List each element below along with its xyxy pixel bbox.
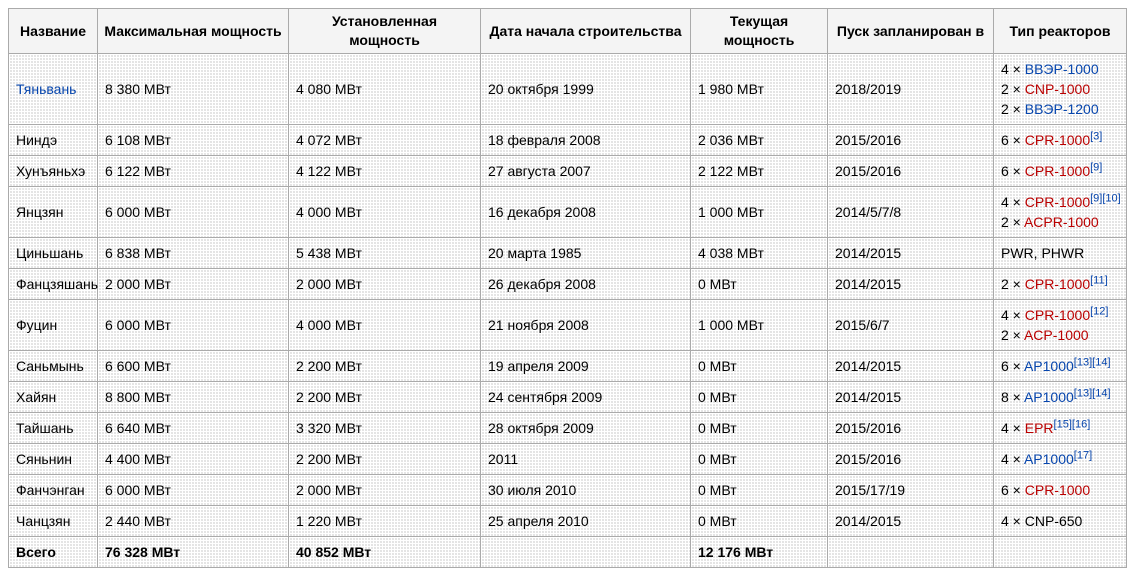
- total-installed-power-cell: 40 852 МВт: [289, 537, 481, 568]
- plant-name: Чанцзян: [16, 513, 71, 529]
- launch-planned-cell: 2015/6/7: [828, 300, 994, 351]
- construction-start-cell: 24 сентября 2009: [481, 382, 691, 413]
- plant-name-cell: [9, 300, 98, 351]
- reactor-count: 4 ×: [1001, 420, 1025, 436]
- installed-power-cell: 3 320 МВт: [289, 413, 481, 444]
- launch-planned-cell: 2014/5/7/8: [828, 187, 994, 238]
- plant-name: Тайшань: [16, 420, 74, 436]
- reactor-line: [1001, 212, 1119, 232]
- nuclear-plants-table: [8, 8, 1127, 568]
- total-row: [9, 537, 1127, 568]
- footnote-link[interactable]: [14]: [1092, 387, 1111, 400]
- max-power-cell: 6 108 МВт: [98, 125, 289, 156]
- reactor-count: 4 ×: [1001, 194, 1025, 210]
- installed-power-cell: 2 000 МВт: [289, 475, 481, 506]
- reactor-line: [1001, 243, 1119, 263]
- plant-name-cell: [9, 475, 98, 506]
- reactor-types-cell: [994, 187, 1127, 238]
- table-row: [9, 413, 1127, 444]
- reactor-line: [1001, 356, 1119, 376]
- construction-start-cell: 20 марта 1985: [481, 238, 691, 269]
- max-power-cell: 6 838 МВт: [98, 238, 289, 269]
- reactor-line: [1001, 305, 1119, 325]
- table-row: [9, 125, 1127, 156]
- installed-power-cell: 2 200 МВт: [289, 351, 481, 382]
- max-power-cell: 6 600 МВт: [98, 351, 289, 382]
- current-power-cell: 2 036 МВт: [691, 125, 828, 156]
- plant-name: Циньшань: [16, 245, 84, 261]
- footnote-ref: [1072, 418, 1090, 430]
- reactor-type-link[interactable]: ВВЭР-1200: [1024, 101, 1099, 117]
- plant-name-cell: [9, 125, 98, 156]
- plant-name-cell: [9, 238, 98, 269]
- column-header: Тип реакторов: [994, 9, 1127, 54]
- reactor-types-cell: [994, 238, 1127, 269]
- table-row: [9, 300, 1127, 351]
- reactor-type-link[interactable]: ACPR-1000: [1023, 214, 1099, 230]
- construction-start-cell: 21 ноября 2008: [481, 300, 691, 351]
- construction-start-cell: 18 февраля 2008: [481, 125, 691, 156]
- table-row: [9, 187, 1127, 238]
- reactor-count: 6 ×: [1001, 163, 1025, 179]
- current-power-cell: 0 МВт: [691, 382, 828, 413]
- column-header: Установленная мощность: [289, 9, 481, 54]
- max-power-cell: 6 122 МВт: [98, 156, 289, 187]
- construction-start-cell: 27 августа 2007: [481, 156, 691, 187]
- reactor-line: [1001, 59, 1119, 79]
- reactor-type-link[interactable]: CNP-1000: [1024, 81, 1091, 97]
- reactor-count: 2 ×: [1001, 276, 1025, 292]
- reactor-count: 2 ×: [1001, 101, 1025, 117]
- plant-name-cell: [9, 444, 98, 475]
- installed-power-cell: 4 072 МВт: [289, 125, 481, 156]
- reactor-count: 6 ×: [1001, 482, 1025, 498]
- total-empty-date-cell: [481, 537, 691, 568]
- reactor-type-link[interactable]: CPR-1000: [1024, 276, 1091, 292]
- footnote-link[interactable]: [11]: [1090, 274, 1108, 287]
- footnote-ref: [1090, 192, 1102, 204]
- plant-name-cell: [9, 413, 98, 444]
- footnote-ref: [1090, 274, 1108, 286]
- reactor-count: 4 ×: [1001, 513, 1025, 529]
- footnote-ref: [1090, 130, 1102, 142]
- reactor-count: 2 ×: [1001, 81, 1025, 97]
- footnote-ref: [1074, 356, 1092, 368]
- max-power-cell: 8 800 МВт: [98, 382, 289, 413]
- launch-planned-cell: 2015/2016: [828, 125, 994, 156]
- max-power-cell: 2 440 МВт: [98, 506, 289, 537]
- plant-name-cell: [9, 506, 98, 537]
- reactor-line: [1001, 449, 1119, 469]
- launch-planned-cell: 2014/2015: [828, 506, 994, 537]
- launch-planned-cell: 2015/2016: [828, 413, 994, 444]
- reactor-line: [1001, 192, 1119, 212]
- reactor-line: [1001, 99, 1119, 119]
- reactor-type-link[interactable]: EPR: [1024, 420, 1054, 436]
- current-power-cell: 0 МВт: [691, 413, 828, 444]
- footnote-ref: [1074, 387, 1092, 399]
- reactor-line: [1001, 480, 1119, 500]
- installed-power-cell: 1 220 МВт: [289, 506, 481, 537]
- footnote-ref: [1090, 161, 1102, 173]
- launch-planned-cell: 2014/2015: [828, 238, 994, 269]
- column-header: Дата начала строительства: [481, 9, 691, 54]
- construction-start-cell: 25 апреля 2010: [481, 506, 691, 537]
- table-row: [9, 506, 1127, 537]
- installed-power-cell: 4 122 МВт: [289, 156, 481, 187]
- reactor-types-cell: [994, 382, 1127, 413]
- installed-power-cell: 5 438 МВт: [289, 238, 481, 269]
- footnote-ref: [1090, 305, 1108, 317]
- installed-power-cell: 2 000 МВт: [289, 269, 481, 300]
- current-power-cell: 0 МВт: [691, 506, 828, 537]
- max-power-cell: 4 400 МВт: [98, 444, 289, 475]
- reactor-type-link[interactable]: CPR-1000: [1024, 132, 1091, 148]
- reactor-type-link[interactable]: ВВЭР-1000: [1024, 61, 1099, 77]
- current-power-cell: 0 МВт: [691, 444, 828, 475]
- reactor-types-cell: [994, 156, 1127, 187]
- reactor-types-cell: [994, 54, 1127, 125]
- reactor-type-text: PWR, PHWR: [1001, 245, 1085, 261]
- construction-start-cell: 2011: [481, 444, 691, 475]
- reactor-count: 4 ×: [1001, 61, 1025, 77]
- footnote-link[interactable]: [3]: [1090, 130, 1103, 143]
- launch-planned-cell: 2014/2015: [828, 269, 994, 300]
- reactor-types-cell: [994, 444, 1127, 475]
- total-empty-launch-cell: [828, 537, 994, 568]
- total-empty-reactors-cell: [994, 537, 1127, 568]
- construction-start-cell: 19 апреля 2009: [481, 351, 691, 382]
- table-row: [9, 351, 1127, 382]
- current-power-cell: 0 МВт: [691, 475, 828, 506]
- reactor-types-cell: [994, 125, 1127, 156]
- plant-name-cell: [9, 351, 98, 382]
- total-current-power-cell: 12 176 МВт: [691, 537, 828, 568]
- total-max-power-cell: 76 328 МВт: [98, 537, 289, 568]
- construction-start-cell: 28 октября 2009: [481, 413, 691, 444]
- plant-name-cell: [9, 187, 98, 238]
- reactor-types-cell: [994, 300, 1127, 351]
- launch-planned-cell: 2015/2016: [828, 444, 994, 475]
- plant-name: Янцзян: [16, 204, 64, 220]
- launch-planned-cell: 2014/2015: [828, 382, 994, 413]
- reactor-type-link[interactable]: AP1000: [1023, 389, 1074, 405]
- table-row: [9, 444, 1127, 475]
- reactor-type-link[interactable]: CPR-1000: [1024, 163, 1091, 179]
- footnote-ref: [1092, 387, 1110, 399]
- table-row: [9, 238, 1127, 269]
- reactor-type-link[interactable]: AP1000: [1023, 358, 1074, 374]
- column-header: Максимальная мощность: [98, 9, 289, 54]
- plant-name-cell: [9, 382, 98, 413]
- reactor-count: 6 ×: [1001, 132, 1025, 148]
- reactor-count: 4 ×: [1001, 451, 1024, 467]
- footnote-link[interactable]: [9]: [1090, 161, 1103, 174]
- plant-link[interactable]: Тяньвань: [16, 81, 77, 97]
- reactor-line: [1001, 79, 1119, 99]
- max-power-cell: 6 000 МВт: [98, 187, 289, 238]
- footnote-link[interactable]: [16]: [1071, 418, 1091, 431]
- footnote-link[interactable]: [17]: [1073, 449, 1093, 462]
- max-power-cell: 2 000 МВт: [98, 269, 289, 300]
- footnote-link[interactable]: [9]: [1090, 192, 1103, 205]
- installed-power-cell: 4 080 МВт: [289, 54, 481, 125]
- reactor-type-link[interactable]: ACP-1000: [1023, 327, 1089, 343]
- reactor-type-link[interactable]: AP1000: [1023, 451, 1074, 467]
- total-label-cell: Всего: [9, 537, 98, 568]
- launch-planned-cell: 2015/17/19: [828, 475, 994, 506]
- footnote-link[interactable]: [13]: [1073, 356, 1093, 369]
- reactor-types-cell: [994, 351, 1127, 382]
- installed-power-cell: 4 000 МВт: [289, 187, 481, 238]
- plant-name: Хайян: [16, 389, 57, 405]
- footnote-link[interactable]: [13]: [1073, 387, 1093, 400]
- installed-power-cell: 2 200 МВт: [289, 382, 481, 413]
- footnote-ref: [1092, 356, 1110, 368]
- plant-name-cell: [9, 269, 98, 300]
- reactor-count: 2 ×: [1001, 214, 1024, 230]
- reactor-type-link[interactable]: CPR-1000: [1024, 482, 1091, 498]
- installed-power-cell: 2 200 МВт: [289, 444, 481, 475]
- construction-start-cell: 16 декабря 2008: [481, 187, 691, 238]
- reactor-line: [1001, 387, 1119, 407]
- current-power-cell: 2 122 МВт: [691, 156, 828, 187]
- table-row: [9, 54, 1127, 125]
- reactor-line: [1001, 274, 1119, 294]
- table-row: [9, 156, 1127, 187]
- construction-start-cell: 30 июля 2010: [481, 475, 691, 506]
- max-power-cell: 6 000 МВт: [98, 300, 289, 351]
- current-power-cell: 0 МВт: [691, 269, 828, 300]
- plant-name: Саньмынь: [16, 358, 84, 374]
- plant-name: Фуцин: [16, 317, 58, 333]
- max-power-cell: 6 000 МВт: [98, 475, 289, 506]
- max-power-cell: 6 640 МВт: [98, 413, 289, 444]
- current-power-cell: 0 МВт: [691, 351, 828, 382]
- reactor-type-link[interactable]: CPR-1000: [1024, 307, 1091, 323]
- column-header: Текущая мощность: [691, 9, 828, 54]
- footnote-ref: [1074, 449, 1092, 461]
- column-header: Название: [9, 9, 98, 54]
- reactor-line: [1001, 130, 1119, 150]
- reactor-line: [1001, 418, 1119, 438]
- reactor-types-cell: [994, 506, 1127, 537]
- footnote-link[interactable]: [12]: [1090, 305, 1109, 318]
- plant-name-cell: [9, 156, 98, 187]
- footnote-link[interactable]: [10]: [1102, 192, 1121, 205]
- reactor-count: 6 ×: [1001, 358, 1024, 374]
- footnote-link[interactable]: [14]: [1092, 356, 1111, 369]
- plant-name: Хунъяньхэ: [16, 163, 86, 179]
- table-row: [9, 382, 1127, 413]
- reactor-count: 2 ×: [1001, 327, 1024, 343]
- reactor-count: 8 ×: [1001, 389, 1024, 405]
- reactor-line: [1001, 511, 1119, 531]
- plant-name: Фанцзяшань: [16, 276, 99, 292]
- launch-planned-cell: 2014/2015: [828, 351, 994, 382]
- reactor-line: [1001, 325, 1119, 345]
- plant-name: Фанчэнган: [16, 482, 85, 498]
- reactor-types-cell: [994, 413, 1127, 444]
- plant-name-cell: [9, 54, 98, 125]
- column-header: Пуск запланирован в: [828, 9, 994, 54]
- footnote-link[interactable]: [15]: [1053, 418, 1072, 431]
- footnote-ref: [1054, 418, 1072, 430]
- installed-power-cell: 4 000 МВт: [289, 300, 481, 351]
- table-body: [9, 54, 1127, 568]
- plant-name: Ниндэ: [16, 132, 58, 148]
- plant-name: Сяньнин: [16, 451, 72, 467]
- construction-start-cell: 26 декабря 2008: [481, 269, 691, 300]
- reactor-count: 4 ×: [1001, 307, 1025, 323]
- table-row: [9, 475, 1127, 506]
- table-row: [9, 269, 1127, 300]
- reactor-line: [1001, 161, 1119, 181]
- reactor-type-link[interactable]: CPR-1000: [1024, 194, 1091, 210]
- current-power-cell: 1 980 МВт: [691, 54, 828, 125]
- reactor-types-cell: [994, 269, 1127, 300]
- current-power-cell: 1 000 МВт: [691, 187, 828, 238]
- launch-planned-cell: 2018/2019: [828, 54, 994, 125]
- launch-planned-cell: 2015/2016: [828, 156, 994, 187]
- header-row: [9, 9, 1127, 54]
- current-power-cell: 1 000 МВт: [691, 300, 828, 351]
- reactor-types-cell: [994, 475, 1127, 506]
- reactor-type-text: CNP-650: [1024, 513, 1083, 529]
- construction-start-cell: 20 октября 1999: [481, 54, 691, 125]
- max-power-cell: 8 380 МВт: [98, 54, 289, 125]
- current-power-cell: 4 038 МВт: [691, 238, 828, 269]
- footnote-ref: [1102, 192, 1120, 204]
